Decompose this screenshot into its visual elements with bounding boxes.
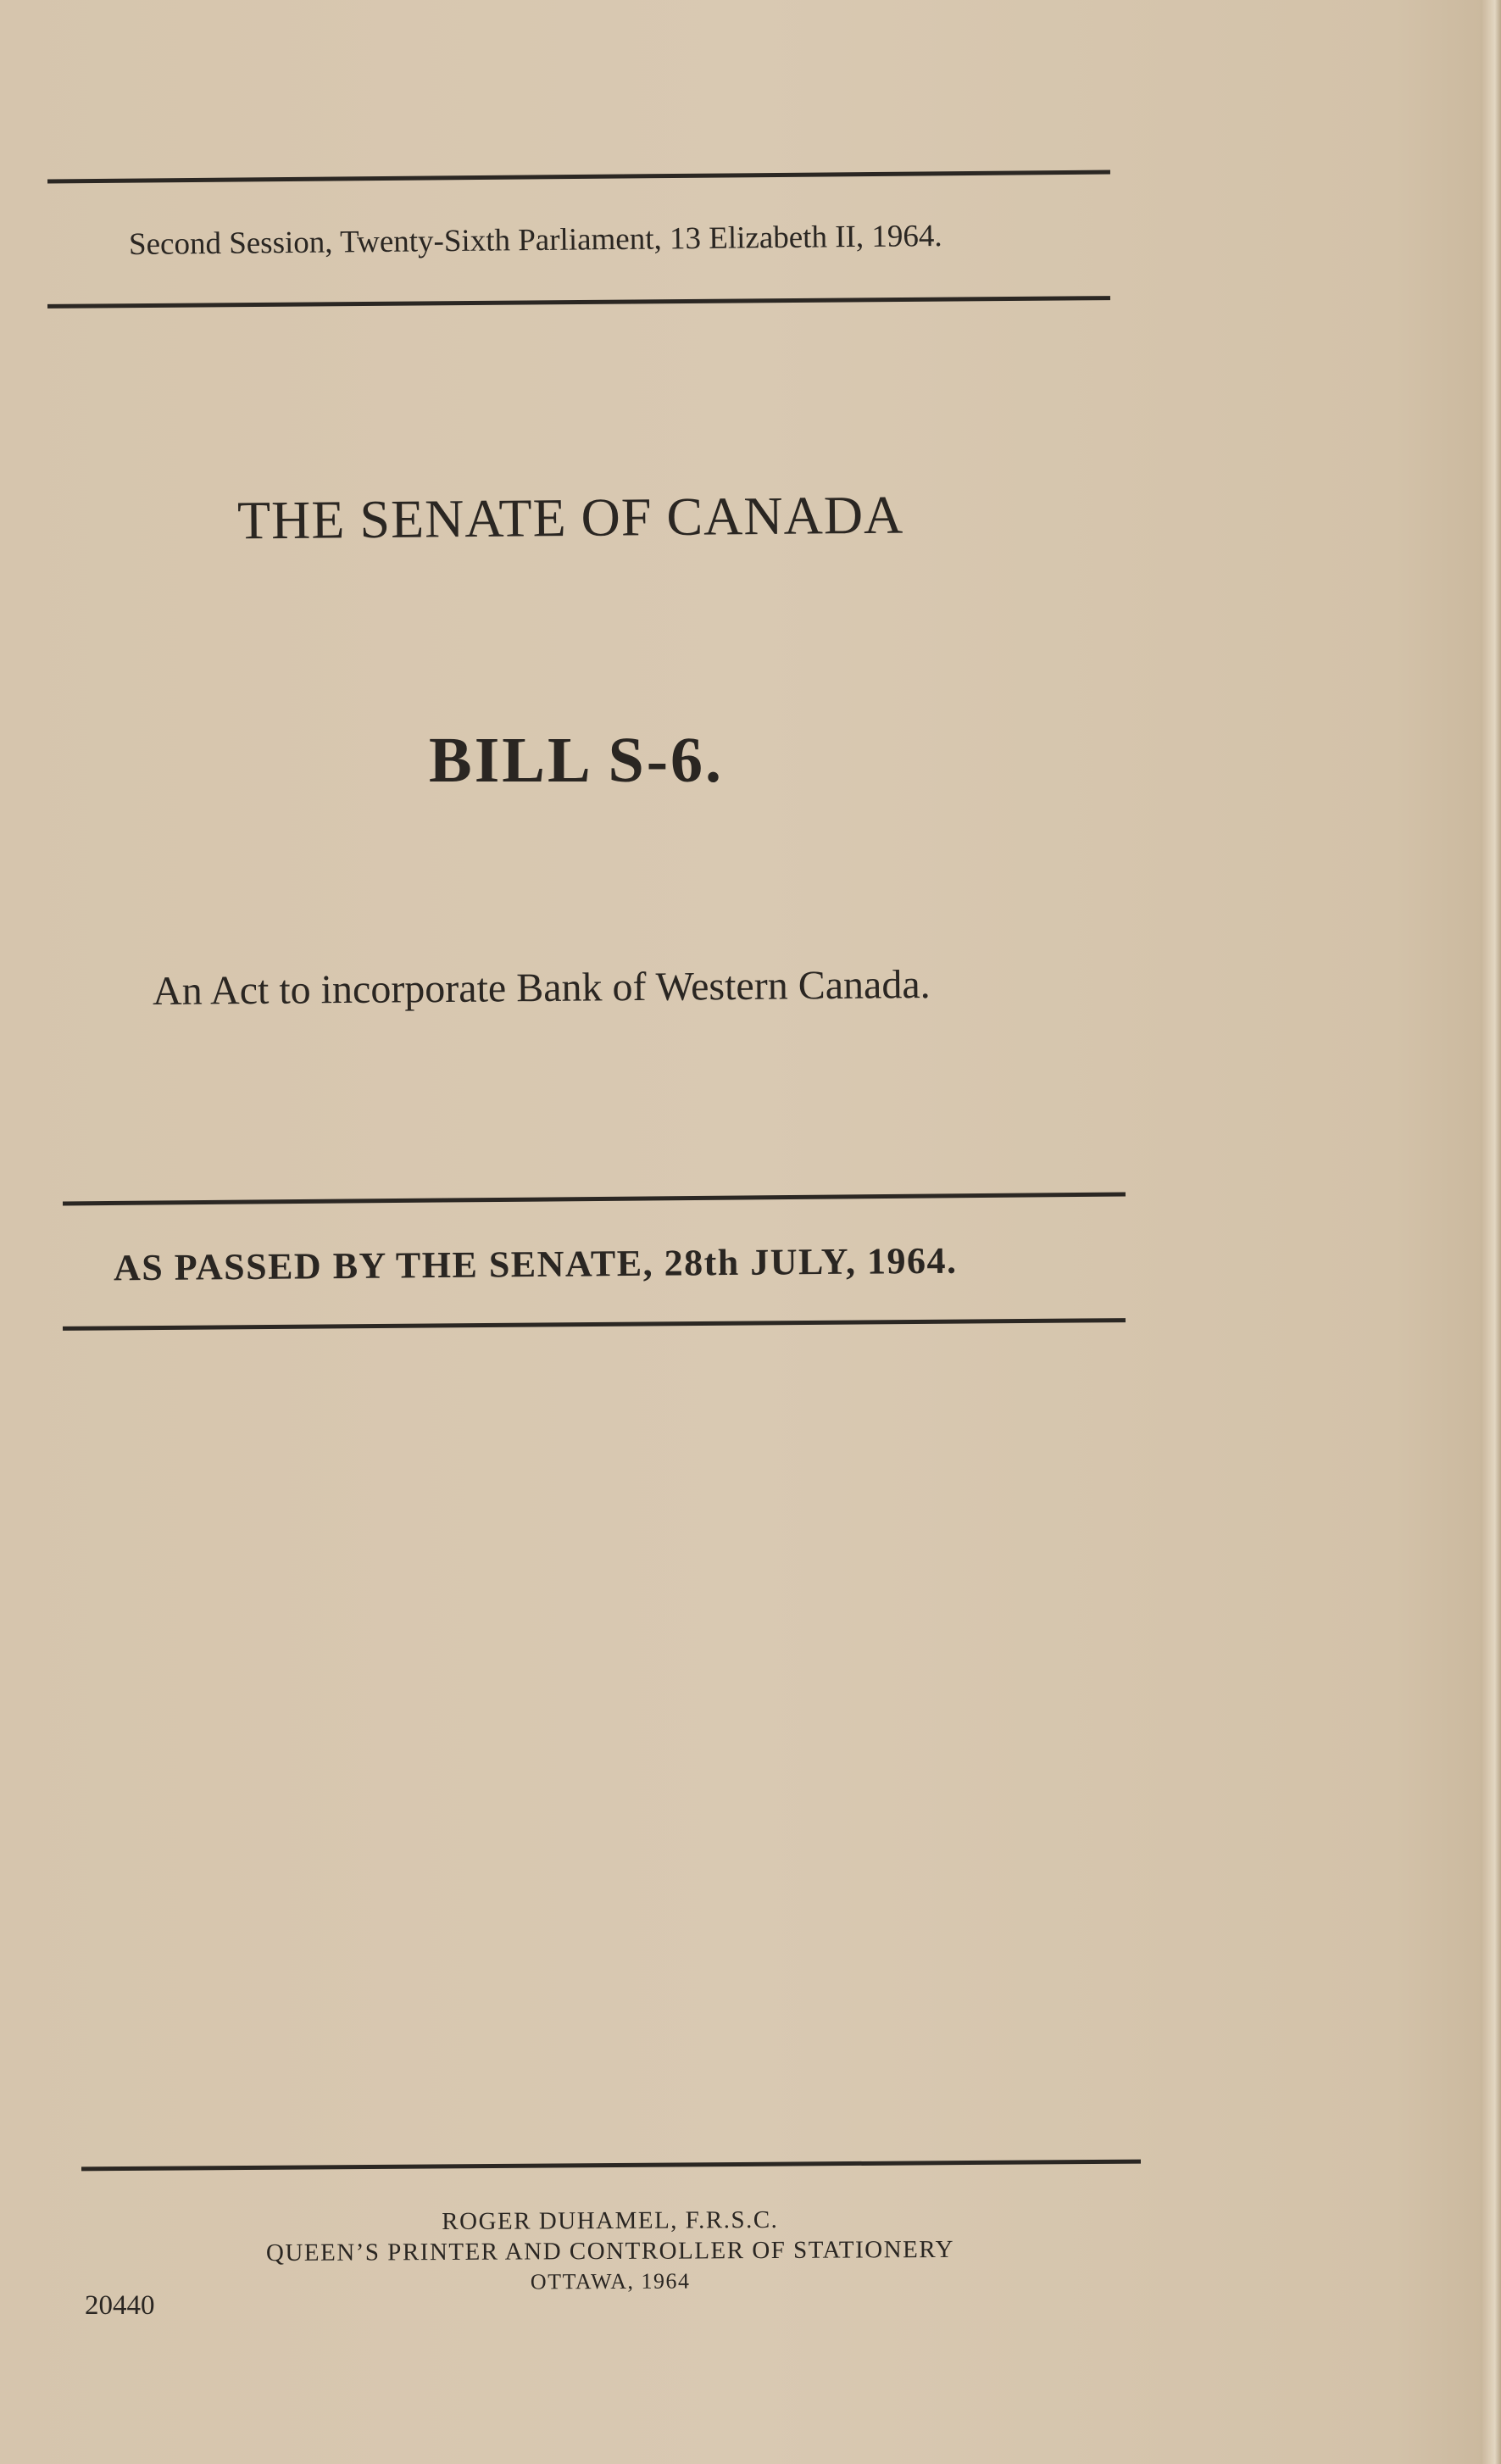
passed-line: AS PASSED BY THE SENATE, 28th JULY, 1964. <box>113 1239 958 1289</box>
top-rule <box>47 170 1110 184</box>
house-title: THE SENATE OF CANADA <box>236 484 904 551</box>
printer-name: ROGER DUHAMEL, F.R.S.C. <box>442 2205 779 2236</box>
act-title: An Act to incorporate Bank of Western Canada. <box>152 961 931 1015</box>
printer-office: QUEEN’S PRINTER AND CONTROLLER OF STATIONERY <box>265 2235 955 2267</box>
bill-number: BILL S-6. <box>429 725 725 796</box>
page-edge <box>1481 0 1501 2464</box>
printer-block <box>220 2204 1001 2300</box>
printer-location: OTTAWA, 1964 <box>530 2268 691 2294</box>
session-rule <box>47 296 1110 309</box>
printer-rule <box>81 2160 1141 2172</box>
session-line: Second Session, Twenty-Sixth Parliament, 13 Elizabeth II, 1964. <box>128 218 942 263</box>
print-number: 20440 <box>85 2290 155 2321</box>
passed-bottom-rule <box>63 1318 1126 1331</box>
passed-top-rule <box>63 1193 1126 1206</box>
